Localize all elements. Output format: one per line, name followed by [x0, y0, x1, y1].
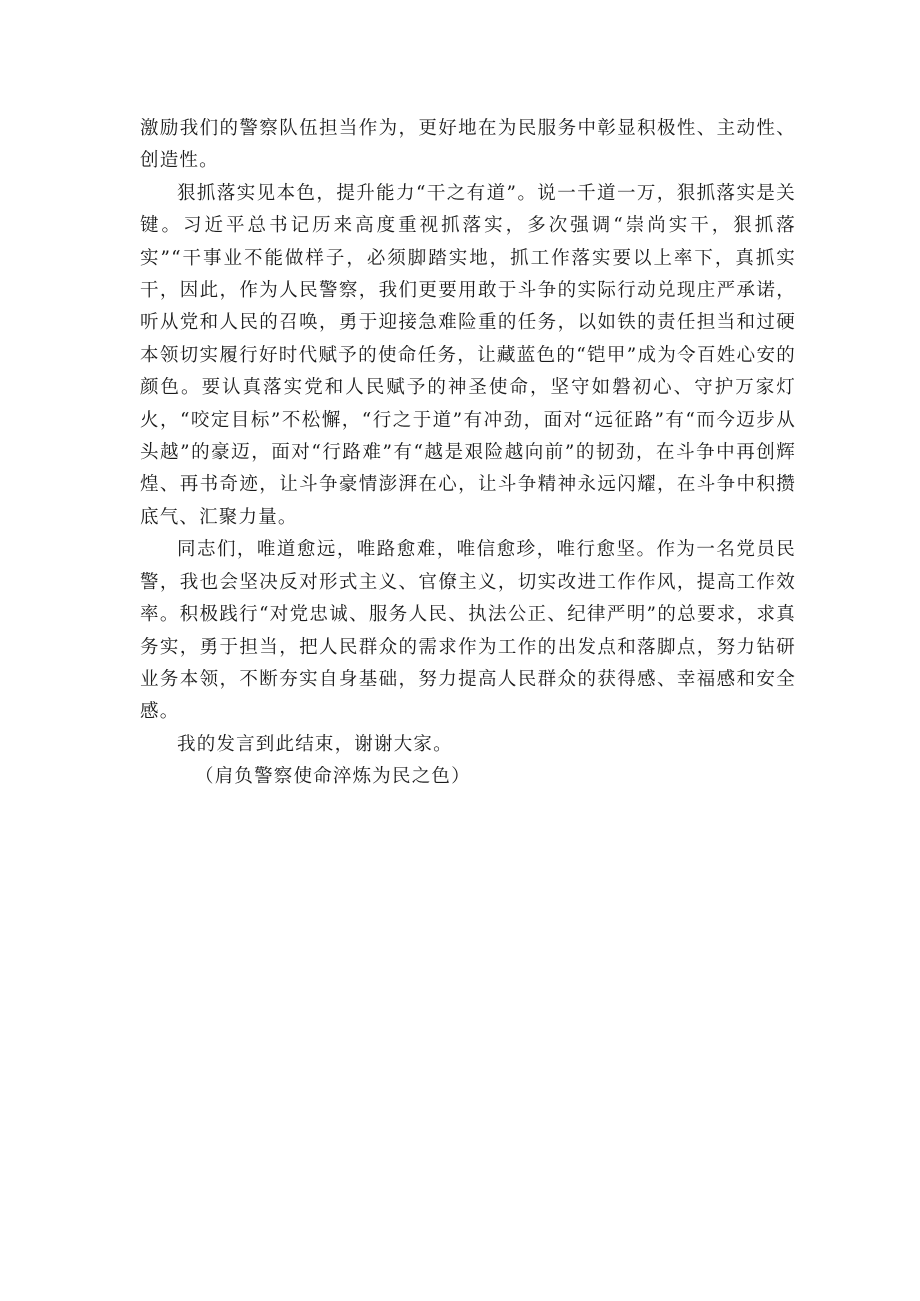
paragraph-continuation: 激励我们的警察队伍担当作为，更好地在为民服务中彰显积极性、主动性、创造性。 — [140, 118, 796, 172]
document-body — [140, 113, 796, 794]
paragraph-implementation: 狠抓落实见本色，提升能力“干之有道”。说一千道一万，狠抓落实是关键。习近平总书记历来高度重视抓落实，多次强调“崇尚实干，狠抓落实”“干事业不能做样子，必须脚踏实地，抓工作落实要以上率下，真抓实干，因此，作为人民警察，我们更要用敢于斗争的实际行动兑现庄严承诺，听从党和人民的召唤，勇于迎接急难险重的任务，以如铁的责任担当和过硬本领切实履行好时代赋予的使命任务，让藏蓝色的“铠甲”成为令百姓心安的颜色。要认真落实党和人民赋予的神圣使命，坚守如磐初心、守护万家灯火，“咬定目标”不松懈，“行之于道”有冲劲，面对“远征路”有“而今迈步从头越”的豪迈，面对“行路难”有“越是艰险越向前”的韧劲，在斗争中再创辉煌、再书奇迹，让斗争豪情澎湃在心，让斗争精神永远闪耀，在斗争中积攒底气、汇聚力量。 — [140, 182, 796, 528]
closing-title: （肩负警察使命淬炼为民之色） — [195, 766, 471, 788]
paragraph-conclusion: 我的发言到此结束，谢谢大家。 — [177, 733, 453, 755]
paragraph-comrades: 同志们，唯道愈远，唯路愈难，唯信愈珍，唯行愈坚。作为一名党员民警，我也会坚决反对形式主义、官僚主义，切实改进工作作风，提高工作效率。积极践行“对党忠诚、服务人民、执法公正、纪律严明”的总要求，求真务实，勇于担当，把人民群众的需求作为工作的出发点和落脚点，努力钻研业务本领，不断夯实自身基础，努力提高人民群众的获得感、幸福感和安全感。 — [140, 539, 796, 723]
